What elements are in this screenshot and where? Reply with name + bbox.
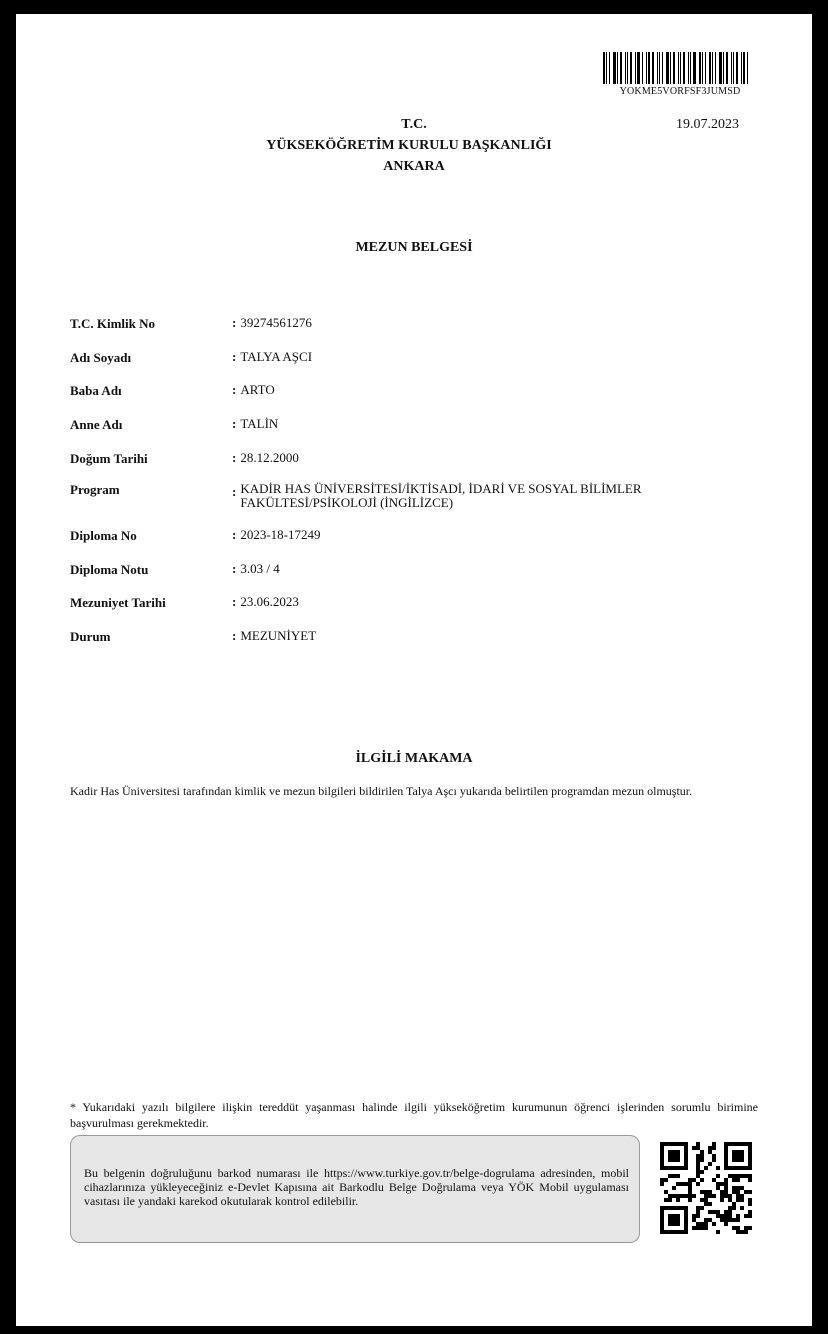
document-page: [16, 14, 812, 1326]
field-value: : 3.03 / 4: [232, 561, 280, 576]
field-label: Diploma Notu: [70, 562, 149, 577]
qr-code-icon: [660, 1142, 752, 1234]
field-separator: :: [232, 349, 237, 364]
field-value: : 28.12.2000: [232, 450, 299, 465]
field-value: : 39274561276: [232, 315, 312, 330]
field-separator: :: [232, 527, 237, 542]
field-value: : ARTO: [232, 382, 275, 397]
field-value: : TALİN: [232, 416, 279, 431]
barcode-bars: [603, 52, 753, 84]
field-label: Anne Adı: [70, 417, 123, 432]
field-label: Doğum Tarihi: [70, 451, 148, 466]
verification-box: [70, 1135, 640, 1243]
field-value: : TALYA AŞCI: [232, 349, 313, 364]
field-label: Mezuniyet Tarihi: [70, 595, 166, 610]
field-separator: :: [232, 382, 237, 397]
verification-text: Bu belgenin doğruluğunu barkod numarası ile https://www.turkiye.gov.tr/belge-dogrulama adresinden, mobil cihazlarınıza yükleyeceğiniz e-Devlet Kapısına ait Barkodlu Belge Doğrulama veya YÖK Mobil uygulaması vasıtası ile yandaki karekod okutularak kontrol edilebilir.: [84, 1166, 629, 1208]
field-value: : 23.06.2023: [232, 594, 299, 609]
field-label: Adı Soyadı: [70, 350, 132, 365]
field-label: Durum: [70, 629, 111, 644]
document-title: MEZUN BELGESİ: [355, 240, 473, 255]
field-label: Diploma No: [70, 528, 137, 543]
field-separator: :: [232, 561, 237, 576]
field-value: : MEZUNİYET: [232, 628, 317, 643]
barcode: [603, 52, 757, 97]
issue-date: 19.07.2023: [676, 117, 739, 132]
section-title: İLGİLİ MAKAMA: [355, 751, 473, 766]
field-label: Baba Adı: [70, 383, 122, 398]
barcode-code: YOKME5VORFSF3JUMSD: [619, 86, 741, 97]
field-label: T.C. Kimlik No: [70, 316, 155, 331]
field-separator: :: [232, 315, 237, 330]
header-line-3: ANKARA: [383, 159, 445, 174]
footnote: * Yukarıdaki yazılı bilgilere ilişkin tereddüt yaşanması halinde ilgili yükseköğretim kurumunun öğrenci işlerinden sorumlu birimine başvurulması gerekmektedir.: [70, 1100, 758, 1130]
field-separator: :: [232, 628, 237, 643]
field-separator: :: [232, 450, 237, 465]
statement-text: Kadir Has Üniversitesi tarafından kimlik ve mezun bilgileri bildirilen Talya Aşcı yukarıda belirtilen programdan mezun olmuştur.: [70, 784, 693, 798]
field-separator: :: [232, 416, 237, 431]
header-line-1: T.C.: [401, 117, 427, 132]
field-label: Program: [70, 482, 120, 497]
field-separator: :: [232, 484, 237, 499]
institution-header: [16, 114, 812, 177]
header-line-2: YÜKSEKÖĞRETİM KURULU BAŞKANLIĞI: [266, 138, 552, 153]
field-value: : KADİR HAS ÜNİVERSİTESİ/İKTİSADİ, İDARİ VE SOSYAL BİLİMLER FAKÜLTESİ/PSİKOLOJİ (İNGİLİZCE): [232, 481, 642, 510]
field-value: : 2023-18-17249: [232, 527, 321, 542]
field-separator: :: [232, 594, 237, 609]
